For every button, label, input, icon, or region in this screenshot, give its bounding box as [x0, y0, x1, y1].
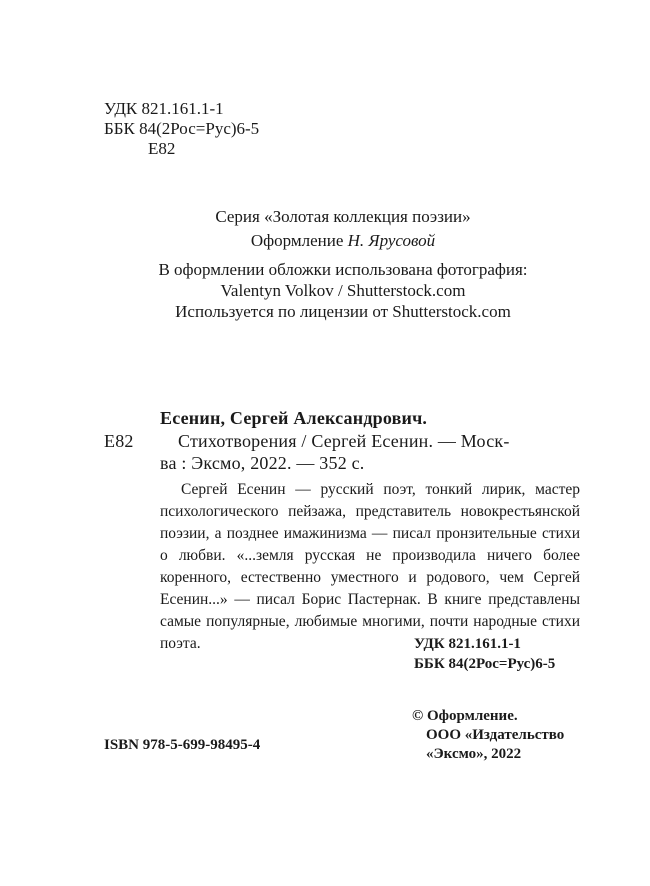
catalog-title-line-2: ва : Эксмо, 2022. — 352 с. — [160, 453, 365, 473]
designer-name: Н. Ярусовой — [347, 231, 436, 250]
cover-photo-credit — [104, 259, 582, 322]
footer-udk-code: УДК 821.161.1-1 — [414, 636, 521, 652]
isbn: ISBN 978-5-699-98495-4 — [104, 737, 261, 753]
udk-code: УДК 821.161.1-1 — [104, 99, 224, 118]
footer-codes — [414, 634, 555, 674]
bbk-code: ББК 84(2Рос=Рус)6-5 — [104, 119, 260, 138]
design-label: Оформление — [250, 231, 348, 250]
photo-credit-line-2: Valentyn Volkov / Shutterstock.com — [220, 281, 466, 300]
annotation-text: Сергей Есенин — русский поэт, тонкий лирик, мастер психологического пейзажа, представитель новокрестьянской поэзии, а позднее имажинизма — писал пронзительные стихи о любви. «...земля русская не производила ничего более коренного, естественно уместного и родового, чем Сергей Есенин...» — писал Борис Пастернак. В книге представлены самые популярные, любимые многими, почти народные стихи поэта. — [160, 481, 580, 652]
annotation — [160, 479, 580, 655]
copyright-line-2: ООО «Издательство — [426, 727, 565, 743]
series-line: Серия «Золотая коллекция поэзии» — [215, 207, 471, 226]
catalog-author: Есенин, Сергей Александрович. — [160, 408, 428, 428]
footer-bbk-code: ББК 84(2Рос=Рус)6-5 — [414, 656, 556, 672]
copyright-block — [412, 707, 564, 764]
design-credit — [104, 229, 582, 253]
copyright-line-1: © Оформление. — [412, 708, 518, 724]
catalog-mark: Е82 — [104, 431, 134, 451]
photo-credit-line-1: В оформлении обложки использована фотография: — [158, 260, 528, 279]
photo-credit-line-3: Используется по лицензии от Shutterstock.com — [175, 302, 511, 321]
copyright-line-3: «Эксмо», 2022 — [426, 746, 522, 762]
classification-block — [104, 99, 259, 159]
edition-info — [104, 205, 582, 322]
catalog-title-line-1: Стихотворения / Сергей Есенин. — Моск- — [178, 431, 510, 451]
author-mark: Е82 — [148, 139, 176, 158]
